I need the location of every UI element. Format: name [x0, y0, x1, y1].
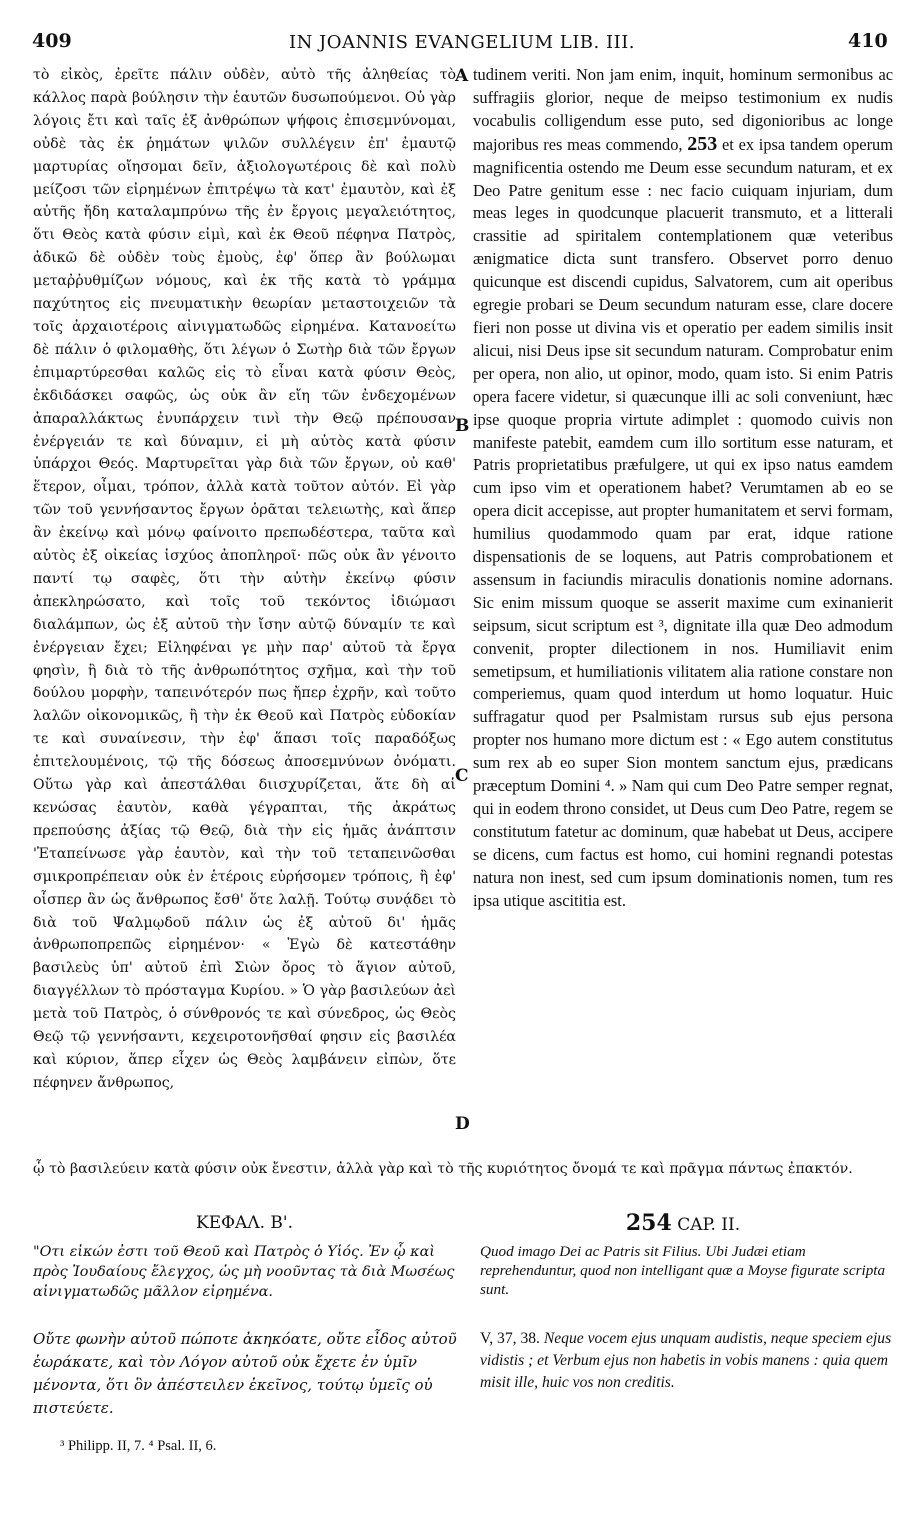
margin-marker-c: C [455, 766, 469, 786]
greek-chapter-heading: ΚΕΦΑΛ. Β'. [196, 1213, 293, 1233]
latin-column [473, 64, 893, 913]
greek-column [33, 64, 456, 1095]
latin-chapter-heading [473, 1210, 893, 1236]
latin-chapter-summary: Quod imago Dei ac Patris sit Filius. Ubi Judæi etiam reprehenduntur, quod non intelligant quæ a Moyse figurate scripta sunt. [480, 1243, 886, 1298]
greek-chapter-summary: "Οτι εἰκών ἐστι τοῦ Θεοῦ καὶ Πατρὸς ὁ Υἱός. Ἐν ᾧ καὶ πρὸς Ἰουδαίους ἔλεγχος, ὡς μὴ νοοῦντας τὰ διὰ Μωσέως αἰνιγματωδῶς μᾶλλον εἰρημένα. [33, 1244, 455, 1300]
latin-verse [480, 1328, 895, 1394]
column-number-254: 254 [625, 1210, 672, 1236]
latin-text-part-1: tudinem veriti. Non jam enim, inquit, hominum sermonibus ac suffragiis glorior, neque de meipso testimonium ex nudis vocabulis colligendum esse puto, sed digonioribus ac longe majoribus res meas commendo, [473, 65, 893, 154]
column-number-253: 253 [687, 132, 718, 155]
latin-text-part-2: et ex ipsa tandem operum magnificentia ostendo me Deum esse secundum naturam, et ex Deo Patre genitum esse : nec facio cuiquam injuriam, dum meas leges in quodcunque placuerit transmuto, et a litterali crassitie ad spiritalem contemplationem quæ veteribus ænigmatice dicta sunt transfero. Observet porro denuo quicunque est discendi cupidus, Salvatorem, cum ait operibus egregie probari se Deum secundum naturam esse, clare docere fieri non posse ut divina vis et operatio per eadem similis insit alicui, nisi Deus ipse sit secundum naturam. Comprobatur enim per opera, non alio, ut opinor, modo, quam isto. Si enim Patris opera facere videtur, si quæcunque illi ac soli conveniunt, hæc ipse quoque propria virtute adimplet : quomodo cuivis non manifeste patebit, eamdem cum illo sortitum esse naturam, et Patris proprietatibus præfulgere, ut qui ex ipso natus eamdem cum ipso vim et operationem habet? Verumtamen ab eo se opera dicit accepisse, aut propter humanitatem et servi formam, humilius quodammodo quam par erat, idque ratione dispensationis de se loquens, aut Patris comprobationem et assensum in faciundis miraculis donationis nomine adornans. Sic enim missum quoque se asserit maxime cum exinanierit seipsum, sicut scriptum est ³, dignitate illa quæ Deo admodum convenit, propter dilectionem in nos. Humiliavit enim semetipsum, et humiliationis vilitatem alia ratione constare non comperiemus, quam quod interdum ut homo loquatur. Huic suffragatur quod per Psalmistam rursus sub ejus persona propter nos humano more dictum est : « Ego autem constitutus sum rex ab eo super Sion montem sanctum ejus, prædicans præceptum Domini ⁴. » Nam qui cum Deo Patre semper regnat, qui in eodem throno considet, ut Deus cum Deo Patre, regem se constitutum fatetur ac dominum, quæ habebat ut Deus, accipere se dicens, cum factus est homo, cui homini regnandi potestas natura non inest, sed cum ipsum dominationis nomen, tum res ipsa utique ascititia est. [473, 134, 893, 910]
latin-main-text [473, 64, 893, 913]
greek-tail-line [33, 1158, 893, 1181]
greek-main-text: τὸ εἰκὸς, ἐρεῖτε πάλιν οὐδὲν, αὐτὸ τῆς ἀληθείας τὸ κάλλος παρὰ βούλησιν τὴν ἑαυτῶν δυσωπούμενοι. Οὐ γὰρ λόγοις ἔτι καὶ ταῖς ἐξ ἀνθρώπων ψήφοις ἐπισεμνύνομαι, οὐδὲ τὰς ἐκ ῥημάτων ψιλῶν συλλέγειν ἐπ' ἐμαυτῷ μαρτυρίας οἴησομαι δεῖν, ἀξιολογωτέροις δὲ καὶ πολὺ μείζοσι τῶν εἰρημένων ἐπιτρέψω τὰ κατ' ἐμαυτὸν, καὶ ἐξ αὐτῆς ἤδη καταλαμπρύνω τῆς ἐν ἔργοις μεγαλειότητος, ὅτι Θεὸς κατὰ φύσιν εἰμὶ, καὶ ἐκ Θεοῦ πέφηνα Πατρὸς, ἀδικῶ δὲ οὐδὲν τοὺς ἐμοὺς, ἐφ' ὅπερ ἂν βούλωμαι μεταῤῥυθμίζων νόμους, καὶ ἐκ τῆς κατὰ τὸ γράμμα παχύτητος εἰς πνευματικὴν θεωρίαν μεταστοιχειῶν τὰ τοῖς ἀρχαιοτέροις αἰνιγματωδῶς εἰρημένα. Κατανοείτω δὲ πάλιν ὁ φιλομαθὴς, ὅτι λέγων ὁ Σωτὴρ διὰ τῶν ἔργων ἐπιμαρτύρεσθαι καλῶς εἰς τὸ εἶναι κατὰ φύσιν Θεὸς, ἐκδιδάσκει σαφῶς, ὡς οὐκ ἂν εἴη τῶν ἐνδεχομένων ἀπαραλλάκτως ἐνυπάρχειν τινὶ τὴν Θεῷ πρέπουσαν ἐνέργειάν τε καὶ δύναμιν, εἰ μὴ αὐτὸς κατὰ φύσιν ὑπάρχοι Θεός. Μαρτυρεῖται γὰρ διὰ τῶν ἔργων, οὐ καθ' ἕτερον, οἶμαι, τρόπον, ἀλλὰ κατὰ τοῦτον αὐτόν. Εἰ γὰρ τῶν τοῦ γεννήσαντος ἔργων ὁρᾶται τελειωτὴς, καὶ ἅπερ ἂν ἐκείνῳ καὶ μόνῳ φαίνοιτο πρεπωδέστερα, ταῦτα καὶ αὐτὸς ἐξ οἰκείας ἰσχύος ἀποπληροῖ· πῶς οὐκ ἂν γένοιτο παντί τῳ σαφὲς, ὅτι τὴν αὐτὴν ἐκείνῳ φύσιν ἀπεκληρώσατο, καὶ τοῖς τοῦ τεκόντος ἰδιώμασι διαλάμπων, ὡς ἐξ αὐτοῦ τὴν ἴσην αὐτῷ δύναμίν τε καὶ ἐνέργειαν ἔχει; Εἰληφέναι γε μὴν παρ' αὐτοῦ τὰ ἔργα φησὶν, ἢ διὰ τὸ τῆς ἀνθρωπότητος σχῆμα, καὶ τὴν τοῦ δούλου μορφὴν, ταπεινότερόν πως ἤπερ ἐχρῆν, καὶ τοῦτο λαλῶν οἰκονομικῶς, ἢ τὴν ἐκ Θεοῦ καὶ Πατρὸς εὐδοκίαν τε καὶ συναίνεσιν, τὴν ἐφ' ἅπασι τοῖς παραδόξως ἐπιτελουμένοις, τῷ τῆς δόσεως ἀποσεμνύνων ὀνόματι. Οὕτω γὰρ καὶ ἀπεστάλθαι διισχυρίζεται, ἅτε δὴ αἱ κενώσας ἑαυτὸν, καθὰ γέγραπται, τῆς ἀκράτως πρεπούσης ἀξίας τῷ Θεῷ, διὰ τὴν εἰς ἡμᾶς ἀνάπτσιν 'Ἐταπείνωσε γὰρ ἑαυτὸν, καὶ τὴν τοῦ τεταπεινῶσθαι σμικροπρέπειαν οὐκ ἐν ἑτέροις εὑρήσομεν τρόποις, ἢ ἐφ' οἷσπερ ἂν ὡς ἄνθρωπος ἔσθ' ὅτε λαλῇ. Τούτῳ συνᾴδει τὸ διὰ τοῦ Ψαλμῳδοῦ πάλιν ὡς ἐξ αὐτοῦ δι' ἡμᾶς ἀνθρωποπρεπῶς εἰρημένον· « Ἐγὼ δὲ κατεστάθην βασιλεὺς ὑπ' αὐτοῦ ἐπὶ Σιὼν ὄρος τὸ ἅγιον αὐτοῦ, διαγγέλλων τὸ πρόσταγμα Κυρίου. » Ὁ γὰρ βασιλεύων ἀεὶ μετὰ τοῦ Πατρὸς, ὁ σύνθρονός τε καὶ σύνεδρος, ὡς Θεὸς Θεῷ τῷ γεννήσαντι, κεχειροτονῆσθαί φησιν εἰς βασιλέα καὶ κύριον, ἅπερ εἶχεν ὡς Θεὸς λαμβάνειν εἰπὼν, ὅτε πέφηνεν ἄνθρωπος, [33, 67, 456, 1091]
margin-marker-b: B [455, 416, 470, 436]
latin-chapter-title: CAP. II. [677, 1215, 741, 1235]
margin-marker-d: D [455, 1114, 470, 1134]
footnotes: ³ Philipp. II, 7. ⁴ Psal. II, 6. [60, 1438, 217, 1454]
page-number-left: 409 [32, 30, 72, 52]
greek-verse: Οὔτε φωνὴν αὐτοῦ πώποτε ἀκηκόατε, οὔτε εἶδος αὐτοῦ ἑωράκατε, καὶ τὸν Λόγον αὐτοῦ οὐκ ἔχετε ἐν ὑμῖν μένοντα, ὅτι ὃν ἀπέστειλεν ἐκεῖνος, τούτῳ ὑμεῖς οὐ πιστεύετε. [33, 1330, 457, 1417]
latin-verse-ref: V, 37, 38. [480, 1330, 540, 1347]
margin-marker-a: A [455, 66, 469, 86]
latin-verse-text: Neque vocem ejus unquam audistis, neque speciem ejus vidistis ; et Verbum ejus non habetis in vobis manens : quia quem misit ille, huic vos non creditis. [480, 1330, 892, 1391]
running-title: IN JOANNIS EVANGELIUM LIB. III. [288, 32, 636, 53]
page-number-right: 410 [848, 30, 888, 52]
greek-tail-text: ᾧ τὸ βασιλεύειν κατὰ φύσιν οὐκ ἔνεστιν, ἀλλὰ γὰρ καὶ τὸ τῆς κυριότητος ὄνομά τε καὶ πρᾶγμα πάντως ἐπακτόν. [33, 1161, 853, 1177]
running-header [0, 22, 924, 52]
